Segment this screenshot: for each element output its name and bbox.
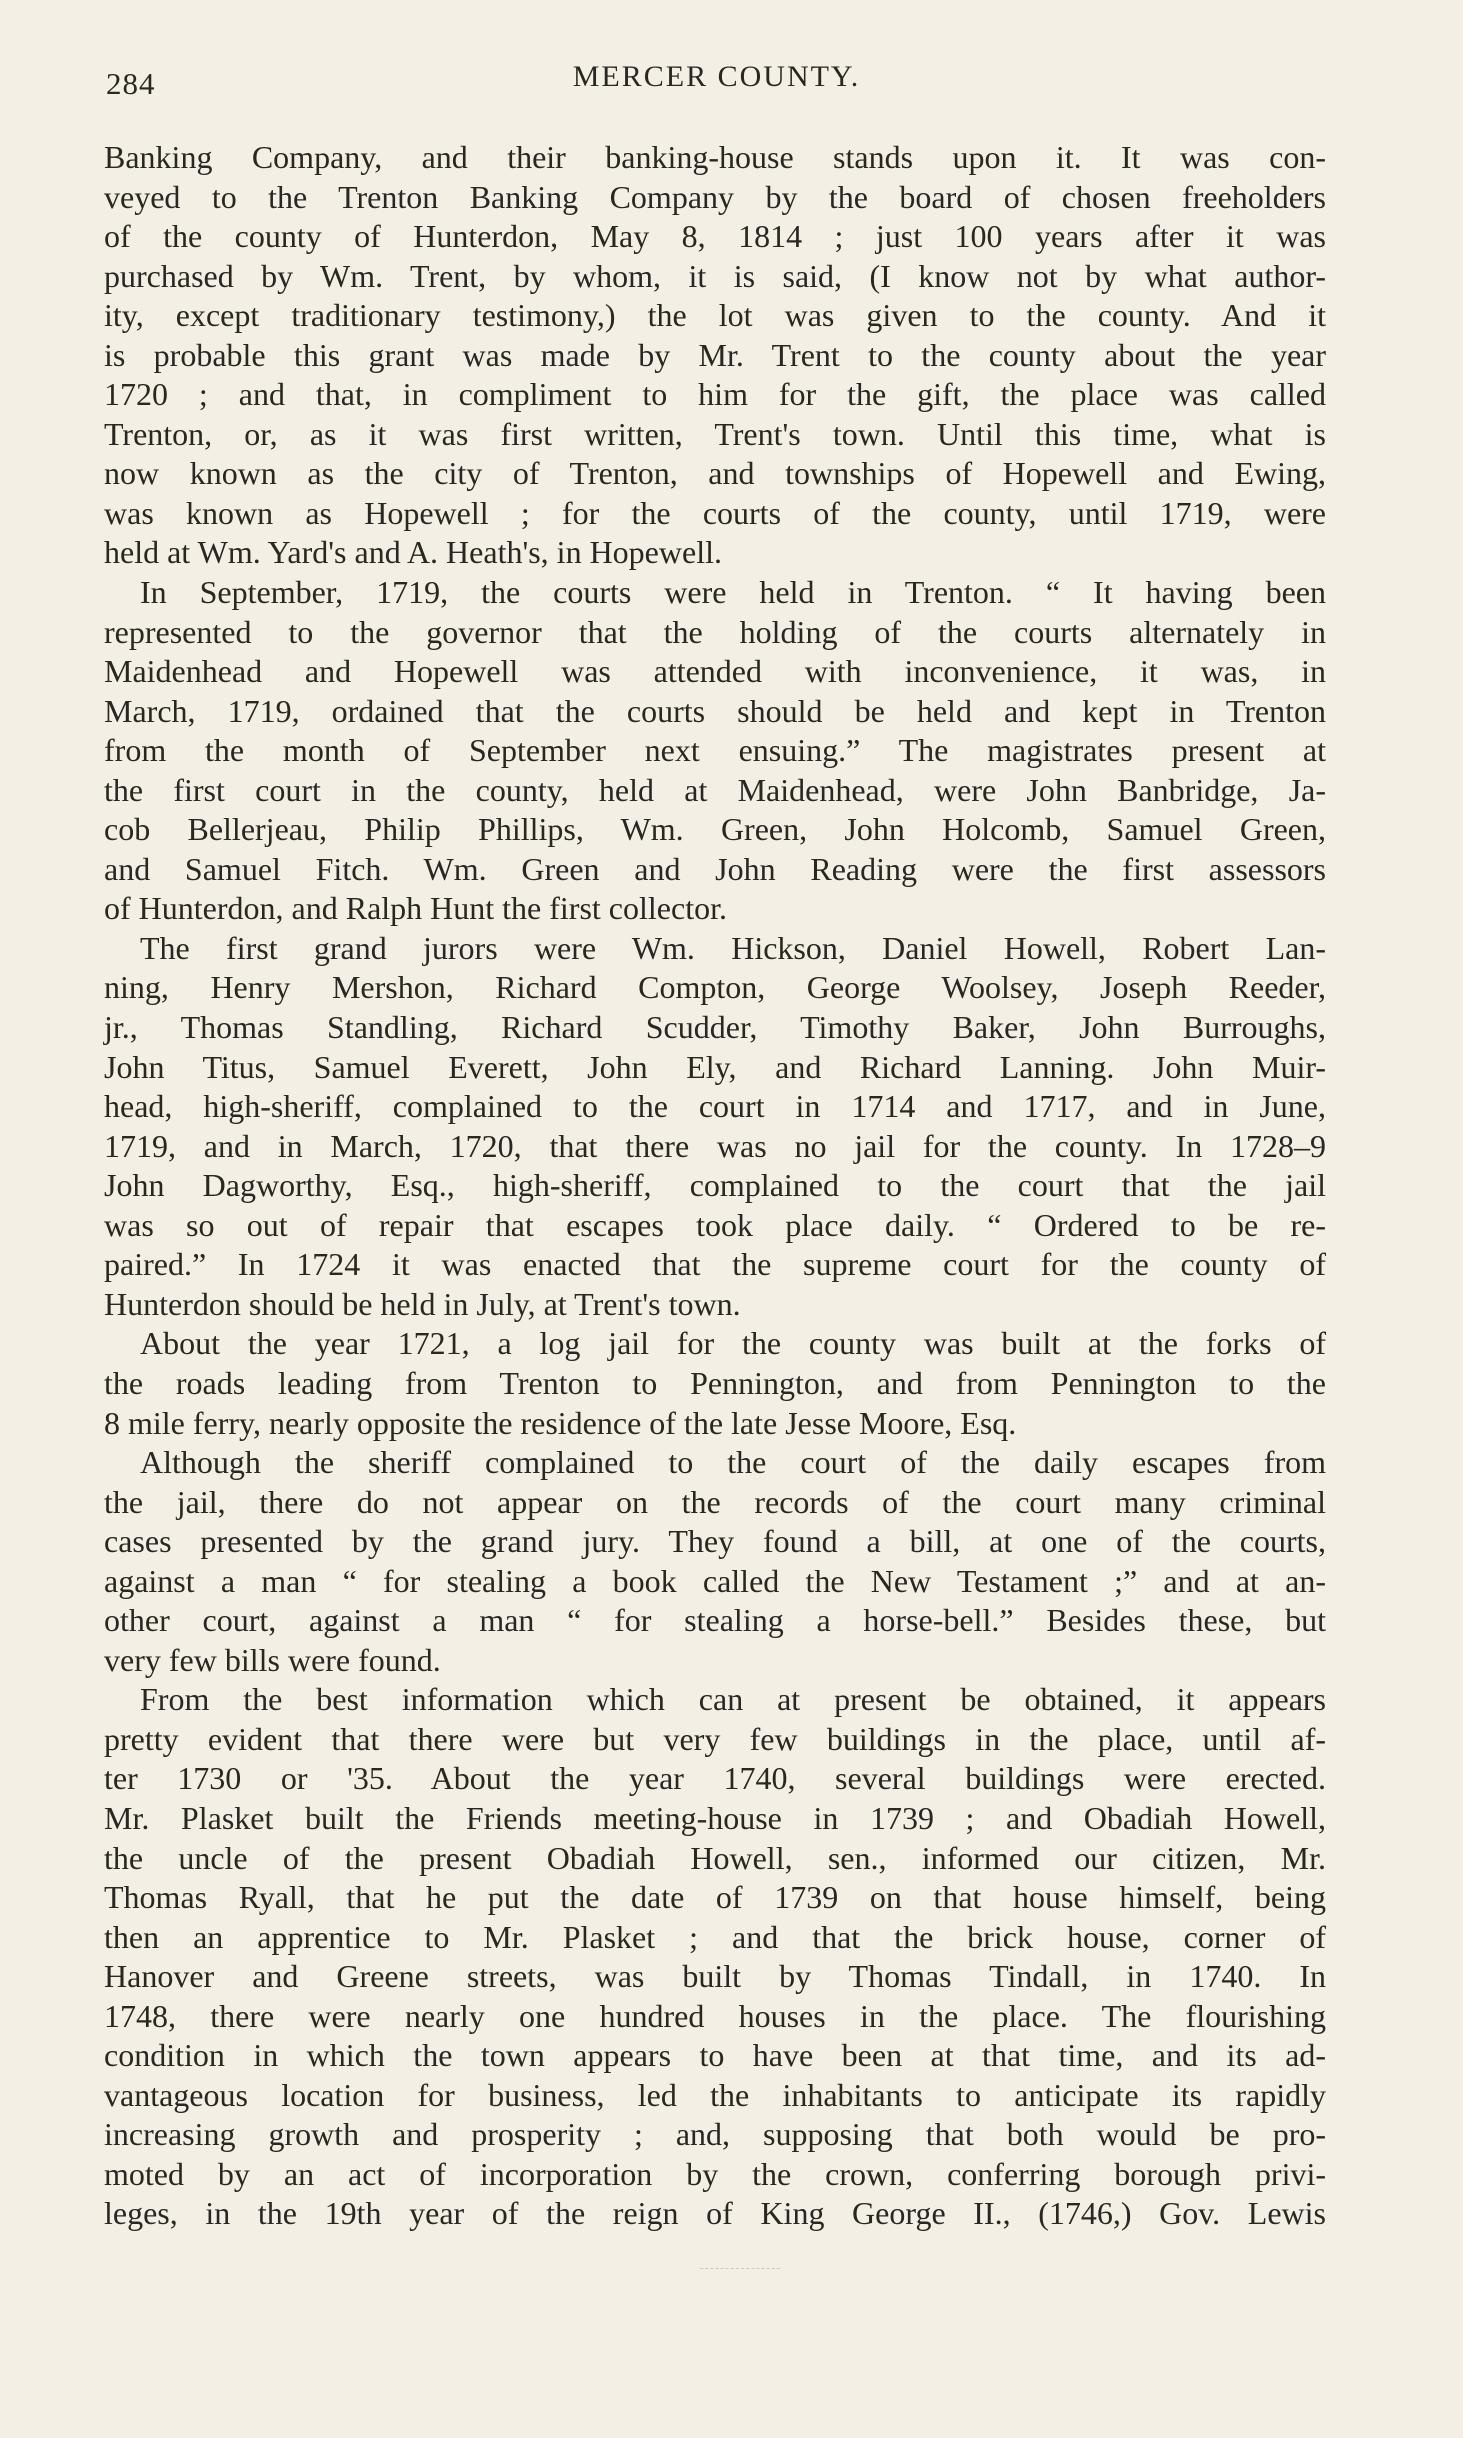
text-line: John Dagworthy, Esq., high-sheriff, complained to the court that the jail [104, 1167, 1326, 1204]
text-line: the jail, there do not appear on the records of the court many criminal [104, 1483, 1326, 1520]
text-line: was known as Hopewell ; for the courts of the county, until 1719, were [104, 494, 1326, 531]
text-line: is probable this grant was made by Mr. Trent to the county about the year [104, 336, 1326, 373]
text-line: Banking Company, and their banking-house stands upon it. It was con- [104, 139, 1326, 175]
text-line: and Samuel Fitch. Wm. Green and John Reading were the first assessors [104, 850, 1326, 887]
text-line: condition in which the town appears to have been at that time, and its ad- [104, 2037, 1326, 2074]
text-line: Although the sheriff complained to the court of the daily escapes from [140, 1444, 1326, 1481]
text-line: In September, 1719, the courts were held in Trenton. “ It having been [140, 574, 1326, 611]
text-line: vantageous location for business, led the inhabitants to anticipate its rapidly [104, 2076, 1326, 2113]
text-line: cases presented by the grand jury. They found a bill, at one of the courts, [104, 1523, 1326, 1560]
text-line: 1720 ; and that, in compliment to him for the gift, the place was called [104, 376, 1326, 413]
text-line: purchased by Wm. Trent, by whom, it is said, (I know not by what author- [104, 257, 1326, 294]
page-footer-smudge [700, 2268, 780, 2270]
text-line: The first grand jurors were Wm. Hickson, Daniel Howell, Robert Lan- [140, 929, 1326, 966]
text-line: veyed to the Trenton Banking Company by the board of chosen freeholders [104, 178, 1326, 215]
text-line: jr., Thomas Standling, Richard Scudder, Timothy Baker, John Burroughs, [104, 1009, 1326, 1046]
text-line: Hunterdon should be held in July, at Trent's town. [104, 1285, 741, 1322]
text-line: of the county of Hunterdon, May 8, 1814 ; just 100 years after it was [104, 218, 1326, 255]
text-line: cob Bellerjeau, Philip Phillips, Wm. Green, John Holcomb, Samuel Green, [104, 811, 1326, 848]
text-line: Mr. Plasket built the Friends meeting-house in 1739 ; and Obadiah Howell, [104, 1799, 1326, 1836]
text-line: held at Wm. Yard's and A. Heath's, in Hopewell. [104, 534, 722, 571]
text-line: was so out of repair that escapes took place daily. “ Ordered to be re- [104, 1206, 1326, 1243]
text-line: from the month of September next ensuing.” The magistrates present at [104, 732, 1326, 769]
body-text [104, 138, 1326, 2234]
text-line: Maidenhead and Hopewell was attended with inconvenience, it was, in [104, 653, 1326, 690]
text-line: 1748, there were nearly one hundred houses in the place. The flourishing [104, 1997, 1326, 2034]
text-line: the uncle of the present Obadiah Howell, sen., informed our citizen, Mr. [104, 1839, 1326, 1876]
text-line: March, 1719, ordained that the courts should be held and kept in Trenton [104, 692, 1326, 729]
text-line: Thomas Ryall, that he put the date of 1739 on that house himself, being [104, 1879, 1326, 1916]
text-line: against a man “ for stealing a book called the New Testament ;” and at an- [104, 1562, 1326, 1599]
text-line: About the year 1721, a log jail for the county was built at the forks of [140, 1325, 1326, 1362]
text-line: From the best information which can at present be obtained, it appears [140, 1681, 1326, 1718]
text-line: head, high-sheriff, complained to the court in 1714 and 1717, and in June, [104, 1088, 1326, 1125]
running-head: MERCER COUNTY. [572, 60, 861, 93]
text-line: then an apprentice to Mr. Plasket ; and that the brick house, corner of [104, 1918, 1326, 1955]
text-line: Hanover and Greene streets, was built by Thomas Tindall, in 1740. In [104, 1958, 1326, 1995]
page-number: 284 [106, 66, 156, 101]
text-line: ter 1730 or '35. About the year 1740, several buildings were erected. [104, 1760, 1326, 1797]
text-line: Trenton, or, as it was first written, Trent's town. Until this time, what is [104, 415, 1326, 452]
text-line: ning, Henry Mershon, Richard Compton, George Woolsey, Joseph Reeder, [104, 969, 1326, 1006]
text-line: of Hunterdon, and Ralph Hunt the first collector. [104, 890, 727, 927]
text-line: increasing growth and prosperity ; and, supposing that both would be pro- [104, 2116, 1326, 2153]
page-header [106, 58, 1327, 110]
text-line: other court, against a man “ for stealing a horse-bell.” Besides these, but [104, 1602, 1326, 1639]
text-line: 1719, and in March, 1720, that there was no jail for the county. In 1728–9 [104, 1127, 1326, 1164]
text-line: moted by an act of incorporation by the crown, conferring borough privi- [104, 2155, 1326, 2192]
text-line: ity, except traditionary testimony,) the lot was given to the county. And it [104, 297, 1326, 334]
text-line: paired.” In 1724 it was enacted that the supreme court for the county of [104, 1246, 1326, 1283]
text-line: John Titus, Samuel Everett, John Ely, and Richard Lanning. John Muir- [104, 1048, 1326, 1085]
text-line: 8 mile ferry, nearly opposite the residence of the late Jesse Moore, Esq. [104, 1404, 1017, 1441]
text-line: the roads leading from Trenton to Pennington, and from Pennington to the [104, 1364, 1326, 1401]
text-line: represented to the governor that the holding of the courts alternately in [104, 613, 1326, 650]
text-line: very few bills were found. [104, 1641, 441, 1678]
text-line: leges, in the 19th year of the reign of King George II., (1746,) Gov. Lewis [104, 2195, 1326, 2232]
text-line: now known as the city of Trenton, and townships of Hopewell and Ewing, [104, 455, 1326, 492]
text-line: pretty evident that there were but very few buildings in the place, until af- [104, 1720, 1326, 1757]
text-line: the first court in the county, held at Maidenhead, were John Banbridge, Ja- [104, 771, 1326, 808]
